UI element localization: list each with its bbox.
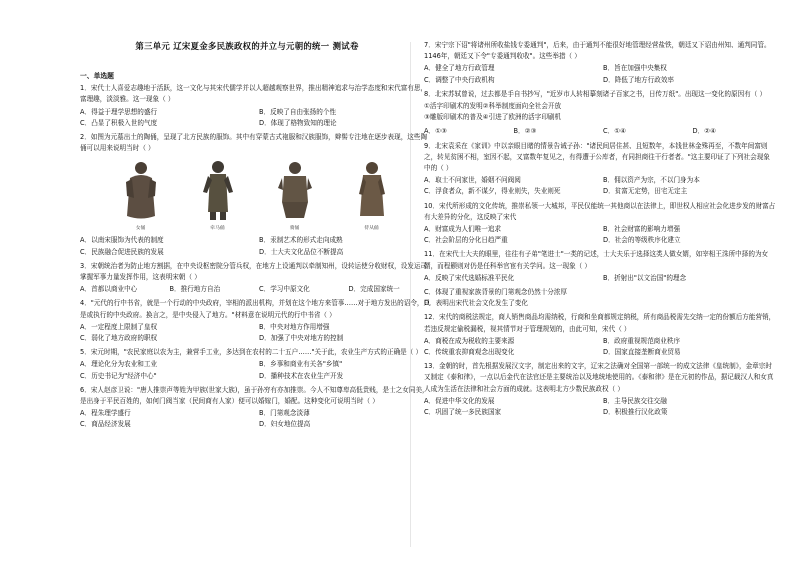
option[interactable]: B．佣以资产为宗，不以门身为本 xyxy=(603,176,700,185)
figurine-image xyxy=(278,158,312,222)
question-8 xyxy=(424,89,776,138)
options xyxy=(80,107,432,129)
question-7 xyxy=(424,40,776,86)
option[interactable]: C．民族融合促进民族的发展 xyxy=(80,247,164,256)
question-stem: 2．如图为元墓出土的陶俑，呈现了北方民族的服饰。其中有穿蒙古式袍服和汉族服饰，辫髻专注地在逐步表现，这些陶俑可以用来说明当时（ ） xyxy=(80,133,428,153)
question-stem: 7．宋宁宗下诏"将诸州所收盐钱专委通判"，后来，由于通判不能很好地管理经营盐铁，朝廷又下诏由州知、通判同管。1146年，朝廷又下令"专委通判收收"。这些举措（ ） xyxy=(424,41,771,61)
section-heading: 一、单选题 xyxy=(80,72,114,80)
options xyxy=(424,336,776,358)
exam-title: 第三单元 辽宋夏金多民族政权的并立与元朝的统一 测试卷 xyxy=(135,41,359,51)
option[interactable]: B．旨在加强中央集权 xyxy=(603,64,667,73)
option[interactable]: A．促进中华文化的发展 xyxy=(424,396,495,405)
question-stem: 13．金朝的时，首先根据发展汉文字，制定出来的文字，辽宋之法确对全国第一部统一的成文法律《皇统制》，金章宗时又制定《泰和律》，一点以后金代在法官还是主要统治以及地统地使用的。《泰和律》是在元初的作品，据记载汉人和女真人成为生活在法律和社会方面的成就。这表明北方少数民族政权（ ） xyxy=(424,362,774,393)
question-stem: 6．宋人赵彦卫说："唐人推崇声等姓为甲族(世家大族)，虽于孙穷有亦加推崇。今人不知尊卑高低贵贱，是士之女同美，是出身于平民百姓的，如何门阀当家（民间商有人家）便可以婚嫁门，婚配。这种变化可说明当时（ ） xyxy=(80,385,429,406)
option[interactable]: A．取士不问家世，婚姻不问阀阅 xyxy=(424,176,521,185)
statements xyxy=(424,101,776,123)
option[interactable]: B．中央对地方作用增强 xyxy=(259,322,330,331)
question-stem: 1．宋代士人喜爱志趣地于活跃，这一文化与其宋代儒学并以人超越观察世界，推出精神追求与治学态度和宋代富有思，富理趣，淡淡雅。这一现象（ ） xyxy=(80,84,428,104)
options xyxy=(80,235,432,257)
figurine-caption: 骑俑 xyxy=(289,226,300,232)
options xyxy=(80,284,432,295)
options xyxy=(80,408,432,430)
question-stem: 3．宋朝统治者为防止地方割据，在中央设枢密院分管兵权，在地方上设通判以牵制知州，设转运使分收财权，设发运司掌握军事力量发挥作用，这表明宋朝（ ） xyxy=(80,261,428,282)
question-stem: 12．宋代的商税法规定，商人销售商品均需纳税，行商和坐商都规定纳税，所有商品税需先交纳一定的份额后方能营销，若违反规定偷税漏税，视其情节对于管理规划的，由此可知，宋代（ ） xyxy=(424,313,776,333)
figurine-2 xyxy=(194,158,242,234)
statement: ①活字印刷术的发明②科举制度面向全社会开放 xyxy=(424,102,562,111)
option[interactable]: D．播种技术在农业生产开发 xyxy=(259,371,344,380)
question-4 xyxy=(80,298,432,344)
options xyxy=(424,63,776,85)
question-stem: 11．在宋代士大夫的眼里，往往有子弟"笔进士"一类的记述，士大夫乐于选择这类人做女婿，如宰相王洙所中择的为女婿，而程颢则对仍是任科举官宦有关学问。这一现象（ ） xyxy=(424,250,769,270)
option[interactable]: A．程朱理学盛行 xyxy=(80,409,131,418)
options xyxy=(424,175,776,197)
option[interactable]: D．降低了地方行政效率 xyxy=(603,75,675,84)
question-9 xyxy=(424,141,776,198)
options xyxy=(424,396,776,418)
figurine-image xyxy=(355,158,389,222)
question-1 xyxy=(80,83,432,129)
option[interactable]: A．健全了地方行政管理 xyxy=(424,64,495,73)
question-stem: 9．北宋袁采在《家训》中以亲眼目睹的情景告诫子孙："诸民间居住甚、且短数年，本钱世林金殊再至，不数年间富则之，转见贫困不相，室因不起，又富数年复见之，有得遭于公库者，有同担商往干行者者。"这主要印证了下列社会现象中的（ ） xyxy=(424,141,770,173)
figurine-1 xyxy=(117,158,165,234)
option[interactable]: B．推行地方自治 xyxy=(169,285,221,294)
option[interactable]: D．表明出宋代社会文化发生了变化 xyxy=(424,299,528,308)
option[interactable]: C．传统重农抑商观念出现变化 xyxy=(424,348,515,357)
option[interactable]: C．社会阶层的分化日趋严重 xyxy=(424,236,508,245)
options xyxy=(424,126,776,137)
options xyxy=(80,322,432,344)
option[interactable]: A．一定程度上限制了皇权 xyxy=(80,322,158,331)
option[interactable]: A．首都以商业中心 xyxy=(80,285,138,294)
option[interactable]: B．门第观念淡薄 xyxy=(259,409,310,418)
option[interactable]: A．商税在成为税收的主要来源 xyxy=(424,336,515,345)
option[interactable]: D．②④ xyxy=(692,127,716,136)
question-stem: 10．宋代所形成的文化传统，推崇私领一大城邦，平民仅能统一其他商以在法律上，即世权人相应社会化进步发的财富占有大差异的分化，这反映了宋代 xyxy=(424,201,776,221)
option[interactable]: A．以南宋服饰为代表的制度 xyxy=(80,236,164,245)
figurine-caption: 牵马俑 xyxy=(210,226,225,232)
option[interactable]: C．体现了重视家族背景的门第观念仍然十分浓厚 xyxy=(424,288,568,297)
option[interactable]: A．财富成为人们唯一追求 xyxy=(424,225,502,234)
question-5 xyxy=(80,347,432,382)
option[interactable]: C．商品经济发展 xyxy=(80,420,131,429)
figurine-image xyxy=(124,158,158,222)
option[interactable]: B．②③ xyxy=(513,127,537,136)
question-12 xyxy=(424,312,776,358)
option[interactable]: C．历史书记为"经济中心" xyxy=(80,371,157,380)
option[interactable]: B．主导民族交往交融 xyxy=(603,396,667,405)
option[interactable]: D．贫富无定势，田宅无定主 xyxy=(603,187,688,196)
right-column xyxy=(424,40,776,421)
option[interactable]: A．反映了宋代选婚标准平民化 xyxy=(424,273,515,282)
question-6 xyxy=(80,385,432,431)
figurine-image xyxy=(201,158,235,222)
option[interactable]: C．①④ xyxy=(603,127,627,136)
option[interactable]: C．凸显了积极入世的气度 xyxy=(80,118,158,127)
option[interactable]: D．加强了中央对地方的控制 xyxy=(259,334,344,343)
option[interactable]: C．学习中原文化 xyxy=(259,285,310,294)
question-stem: 5．宋元时期，"农民家庭以农为主，兼营手工业，多达到在农村的二十五户……"关于此，农业生产方式的正确是（ ） xyxy=(80,348,423,357)
option[interactable]: B．乡事和商业有关各"乡镇" xyxy=(259,360,343,369)
option[interactable]: A．①③ xyxy=(424,127,447,136)
options xyxy=(424,273,776,284)
option[interactable]: B．政府重视规范商业秩序 xyxy=(603,336,681,345)
figurine-3 xyxy=(271,158,319,234)
figurine-caption: 女俑 xyxy=(135,226,146,232)
option[interactable]: D．社会的等级秩序化建立 xyxy=(603,236,681,245)
option[interactable]: B．社会财富的影响力增强 xyxy=(603,225,681,234)
option[interactable]: D．体现了格物致知的理论 xyxy=(259,118,337,127)
option[interactable]: D．积极推行汉化政策 xyxy=(603,408,668,417)
option[interactable]: D．妇女地位提高 xyxy=(259,420,311,429)
statement: ③雕版印刷术的普及④引进了欧洲的活字印刷机 xyxy=(424,113,562,122)
option[interactable]: C．弱化了地方政府的职权 xyxy=(80,334,158,343)
question-10 xyxy=(424,201,776,247)
question-2 xyxy=(80,132,432,258)
option[interactable]: D．士大夫文化品位不断提高 xyxy=(259,247,344,256)
option[interactable]: A．得益于理学思想的盛行 xyxy=(80,107,158,116)
question-stem: 4．"元代的行中书省，就是一个行动的中央政府，宰相的派出机构，并划在这个地方来管事……对于地方发出的诏令，只是或执行的中央政府。换言之，是中央侵入了地方。"材料意在说明元代的行中书省（ ） xyxy=(80,299,431,319)
options xyxy=(424,224,776,246)
option[interactable]: C．调整了中央行政机构 xyxy=(424,75,495,84)
left-column xyxy=(80,40,432,434)
figurine-caption: 侍从俑 xyxy=(364,226,379,232)
option[interactable]: C．巩固了统一多民族国家 xyxy=(424,408,502,417)
figurine-4 xyxy=(348,158,396,234)
figure-row xyxy=(80,156,432,234)
option[interactable]: D．完成国家统一 xyxy=(348,285,400,294)
option[interactable]: A．理论化分为农业和工业 xyxy=(80,360,158,369)
question-13 xyxy=(424,361,776,418)
question-stem: 8．北宋苏轼曾说，过去都是手自书抄写，"近岁市人转相摹刻诸子百家之书，日传万纸"。出现这一变化的原因有（ ） xyxy=(424,89,767,98)
options xyxy=(424,287,776,309)
option[interactable]: C．浮食者众，新不谋夕，得业则失，失业则死 xyxy=(424,187,561,196)
options xyxy=(80,359,432,381)
option[interactable]: D．国家直接垄断商业贸易 xyxy=(603,348,681,357)
option[interactable]: B．汞制艺术的形式走向成熟 xyxy=(259,236,343,245)
question-3 xyxy=(80,261,432,296)
option[interactable]: B．反映了自由张扬的个性 xyxy=(259,107,337,116)
question-11 xyxy=(424,249,776,309)
option[interactable]: B．折射出"以文治国"的理念 xyxy=(603,273,687,282)
